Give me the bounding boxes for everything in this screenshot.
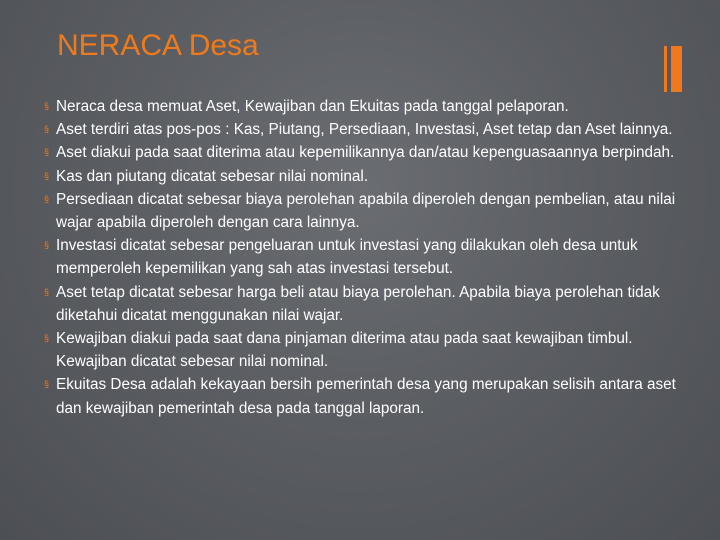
accent-bar-thin bbox=[664, 46, 667, 92]
bullet-item bbox=[44, 327, 684, 373]
bullet-list bbox=[44, 95, 684, 420]
bullet-item bbox=[44, 188, 684, 234]
bullet-item bbox=[44, 281, 684, 327]
bullet-text: Aset terdiri atas pos-pos : Kas, Piutang, Persediaan, Investasi, Aset tetap dan Aset lainnya. bbox=[56, 121, 673, 139]
bullet-item bbox=[44, 165, 684, 188]
bullet-marker-icon: § bbox=[44, 124, 50, 135]
bullet-text: Aset tetap dicatat sebesar harga beli atau biaya perolehan. Apabila biaya perolehan tidak diketahui dicatat menggunakan nilai wajar. bbox=[56, 283, 660, 324]
bullet-text: Aset diakui pada saat diterima atau kepemilikannya dan/atau kepenguasaannya berpindah. bbox=[56, 144, 675, 162]
accent-bar-thick bbox=[671, 46, 682, 92]
bullet-text: Neraca desa memuat Aset, Kewajiban dan Ekuitas pada tanggal pelaporan. bbox=[56, 98, 569, 115]
bullet-item bbox=[44, 141, 684, 164]
bullet-marker-icon: § bbox=[44, 170, 50, 181]
bullet-marker-icon: § bbox=[44, 193, 50, 204]
bullet-text: Kas dan piutang dicatat sebesar nilai nominal. bbox=[56, 167, 369, 185]
bullet-item bbox=[44, 234, 684, 280]
bullet-marker-icon: § bbox=[44, 286, 50, 297]
bullet-text: Kewajiban diakui pada saat dana pinjaman diterima atau pada saat kewajiban timbul. Kewajiban dicatat sebesar nilai nominal. bbox=[56, 330, 633, 371]
bullet-marker-icon: § bbox=[44, 101, 50, 111]
bullet-marker-icon: § bbox=[44, 379, 50, 390]
bullet-marker-icon: § bbox=[44, 240, 50, 251]
bullet-item bbox=[44, 118, 684, 141]
bullet-text: Ekuitas Desa adalah kekayaan bersih pemerintah desa yang merupakan selisih antara aset dan kewajiban pemerintah desa pada tanggal laporan. bbox=[56, 376, 676, 417]
bullet-item bbox=[44, 373, 684, 419]
bullet-text: Investasi dicatat sebesar pengeluaran untuk investasi yang dilakukan oleh desa untuk memperoleh kepemilikan yang sah atas investasi tersebut. bbox=[56, 237, 638, 278]
title-accent-bars bbox=[664, 46, 682, 92]
bullet-marker-icon: § bbox=[44, 147, 50, 158]
bullet-marker-icon: § bbox=[44, 333, 50, 344]
bullet-item bbox=[44, 95, 684, 118]
bullet-text: Persediaan dicatat sebesar biaya perolehan apabila diperoleh dengan pembelian, atau nilai wajar apabila diperoleh dengan cara lainnya. bbox=[56, 190, 676, 232]
slide-title: NERACA Desa bbox=[57, 29, 259, 62]
